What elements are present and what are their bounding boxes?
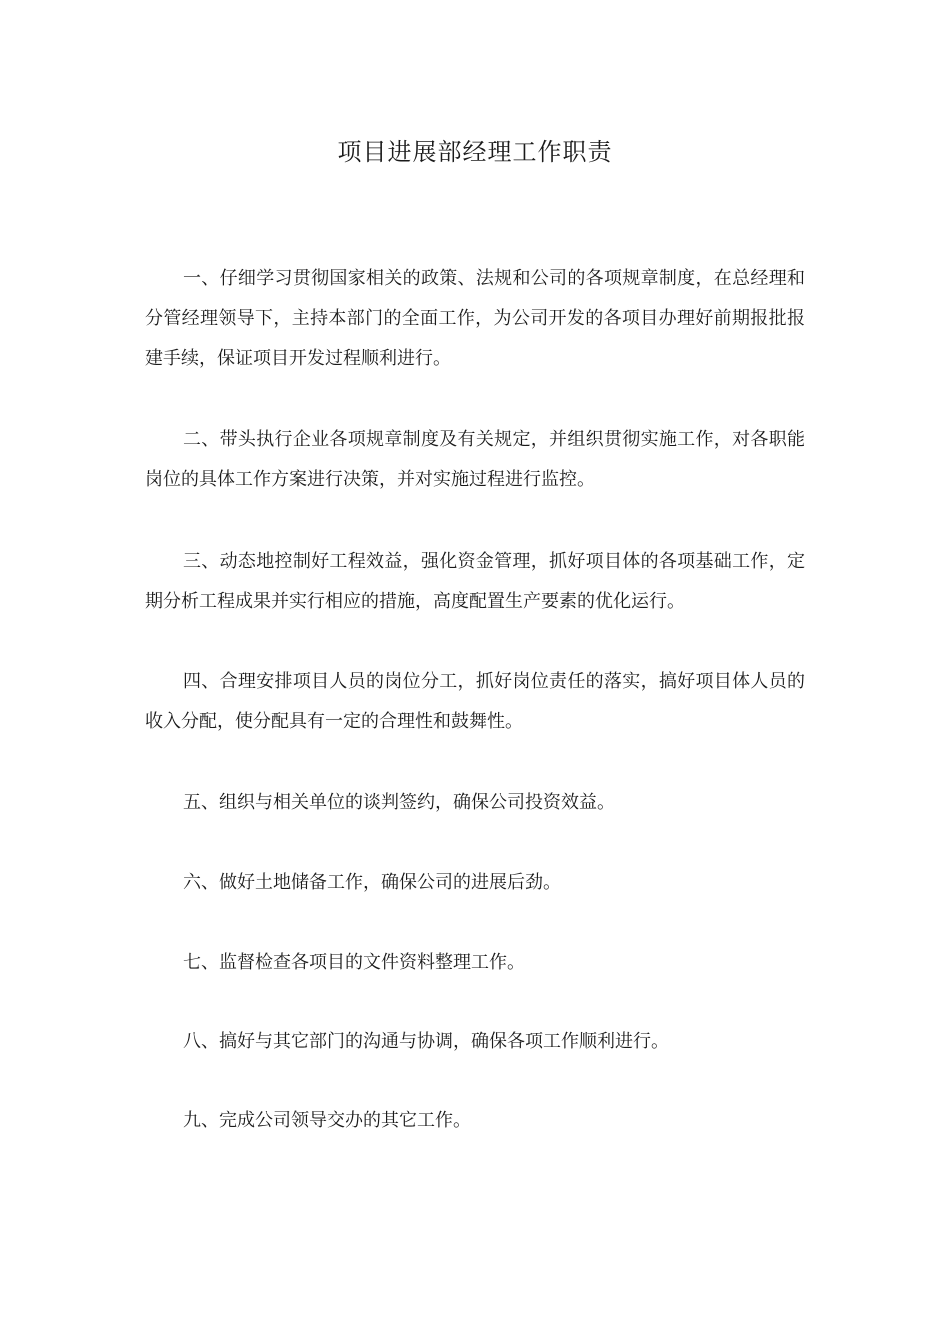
duty-paragraph-3: 三、动态地控制好工程效益，强化资金管理，抓好项目体的各项基础工作，定期分析工程成果并实行相应的措施，高度配置生产要素的优化运行。 (145, 551, 805, 612)
document-title: 项目进展部经理工作职责 (337, 138, 613, 166)
duty-paragraph-2: 二、带头执行企业各项规章制度及有关规定，并组织贯彻实施工作，对各职能岗位的具体工作方案进行决策，并对实施过程进行监控。 (145, 429, 805, 490)
duty-paragraph-1: 一、仔细学习贯彻国家相关的政策、法规和公司的各项规章制度，在总经理和分管经理领导下，主持本部门的全面工作，为公司开发的各项目办理好前期报批报建手续，保证项目开发过程顺利进行。 (145, 268, 805, 369)
duty-paragraph-6: 六、做好土地储备工作，确保公司的进展后劲。 (183, 872, 561, 893)
duty-paragraph-4: 四、合理安排项目人员的岗位分工，抓好岗位责任的落实，搞好项目体人员的收入分配，使分配具有一定的合理性和鼓舞性。 (145, 671, 805, 732)
duty-paragraph-5: 五、组织与相关单位的谈判签约，确保公司投资效益。 (183, 792, 615, 813)
duty-paragraph-7: 七、监督检查各项目的文件资料整理工作。 (183, 952, 525, 973)
duty-paragraph-8: 八、搞好与其它部门的沟通与协调，确保各项工作顺利进行。 (183, 1031, 669, 1052)
duty-paragraph-9: 九、完成公司领导交办的其它工作。 (183, 1110, 471, 1131)
